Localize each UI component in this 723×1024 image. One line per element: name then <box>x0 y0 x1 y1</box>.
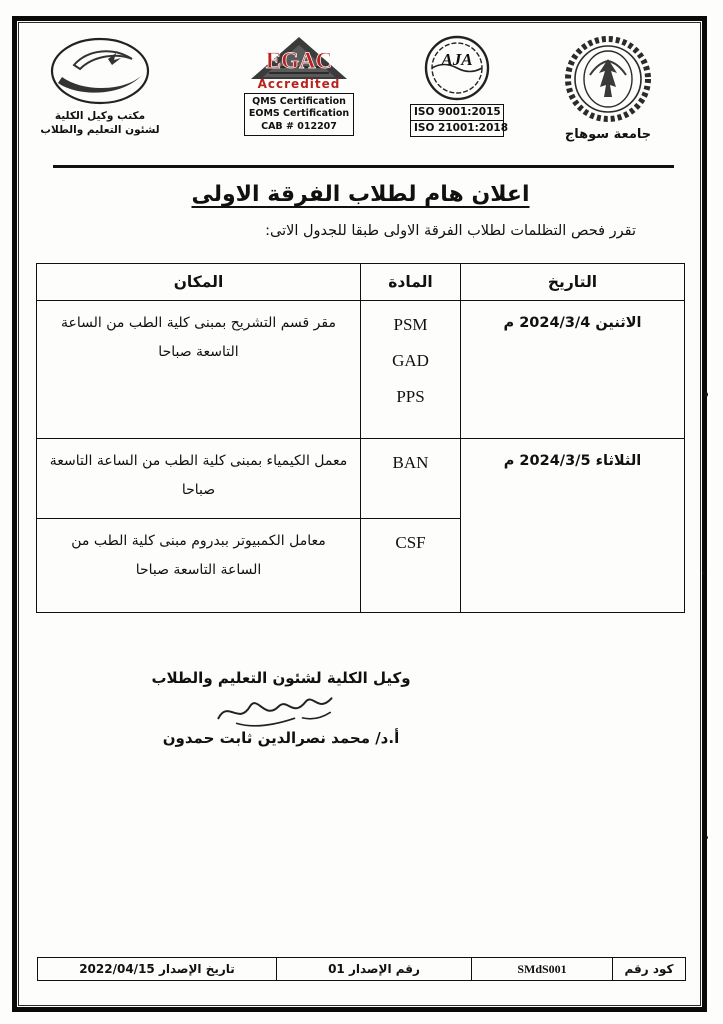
subjects-monday <box>361 301 461 439</box>
sohag-university-emblem <box>556 35 660 142</box>
vice-dean-office-logo <box>39 35 161 137</box>
place-computer-labs: معامل الكمبيوتر ببدروم مبنى كلية الطب من الساعة التاسعة صباحا <box>37 519 361 613</box>
egac-cert-line3: CAB # 012207 <box>261 120 337 132</box>
egac-cert-line1: QMS Certification <box>252 96 346 107</box>
scan-speckle <box>704 392 708 397</box>
aja-logo <box>411 35 509 137</box>
aja-wordmark: AJA <box>441 50 473 69</box>
aja-iso-line1: ISO 9001:2015 <box>411 105 503 121</box>
aja-iso-box <box>410 104 509 137</box>
office-caption-line2: لشئون التعليم والطلاب <box>40 124 160 137</box>
column-header-date: التاريخ <box>461 264 685 301</box>
header-logos <box>27 31 694 157</box>
egac-cert-line2: EOMS Certification <box>248 108 350 120</box>
subject-code: PPS <box>396 387 425 406</box>
aja-iso-line2: ISO 21001:2018 <box>414 122 509 135</box>
egac-wordmark: EGAC <box>265 48 333 73</box>
announcement-intro: تقرر فحص التظلمات لطلاب الفرقة الاولى طبقا للجدول الاتى: <box>265 223 636 239</box>
subjects-tuesday-1 <box>361 439 461 519</box>
table-row <box>37 439 685 519</box>
place-chemistry-lab: معمل الكيمياء بمبنى كلية الطب من الساعة التاسعة صباحا <box>37 439 361 519</box>
date-monday: الاثنين 2024/3/4 م <box>461 301 685 439</box>
egac-logo <box>239 35 359 136</box>
place-anatomy: مقر قسم التشريح بمبنى كلية الطب من الساعة التاسعة صباحا <box>37 301 361 439</box>
university-eagle-shield-icon <box>560 35 656 127</box>
grievance-schedule-table <box>36 263 685 613</box>
egac-cert-box <box>244 93 354 136</box>
footer-code-label: كود رقم <box>613 958 686 981</box>
subjects-tuesday-2 <box>361 519 461 613</box>
egac-accredited-label: Accredited <box>257 77 341 91</box>
footer-row <box>38 958 686 981</box>
aja-registrars-icon <box>422 35 492 101</box>
egac-pyramid-icon <box>243 35 355 81</box>
subject-code: CSF <box>395 533 426 552</box>
footer-issue-date: تاريخ الإصدار 2022/04/15 <box>38 958 277 981</box>
table-header-row <box>37 264 685 301</box>
university-crescent-icon <box>48 35 152 107</box>
document-control-footer <box>37 957 686 981</box>
table-row <box>37 301 685 439</box>
header-divider-rule <box>53 165 674 168</box>
subject-code: GAD <box>392 351 429 370</box>
signer-name: أ.د/ محمد نصرالدين ثابت حمدون <box>162 729 400 747</box>
scan-speckle <box>702 571 705 575</box>
column-header-place: المكان <box>37 264 361 301</box>
subject-code: PSM <box>393 315 428 334</box>
footer-issue-number: رقم الإصدار 01 <box>277 958 472 981</box>
handwritten-signature <box>205 685 357 733</box>
signer-title: وكيل الكلية لشئون التعليم والطلاب <box>151 669 411 687</box>
office-caption <box>40 109 159 137</box>
signature-block <box>116 669 446 747</box>
announcement-title: اعلان هام لطلاب الفرقة الاولى <box>191 182 530 207</box>
footer-wrap <box>27 957 694 981</box>
document-content <box>17 21 702 1007</box>
date-tuesday: الثلاثاء 2024/3/5 م <box>461 439 685 613</box>
university-name-caption: جامعة سوهاج <box>564 127 652 142</box>
office-caption-line1: مكتب وكيل الكلية <box>54 110 146 122</box>
scan-speckle <box>705 836 708 839</box>
subject-code: BAN <box>392 453 429 472</box>
document-border-frame <box>12 16 707 1012</box>
footer-code-value: SMdS001 <box>472 958 613 981</box>
column-header-subject: المادة <box>361 264 461 301</box>
